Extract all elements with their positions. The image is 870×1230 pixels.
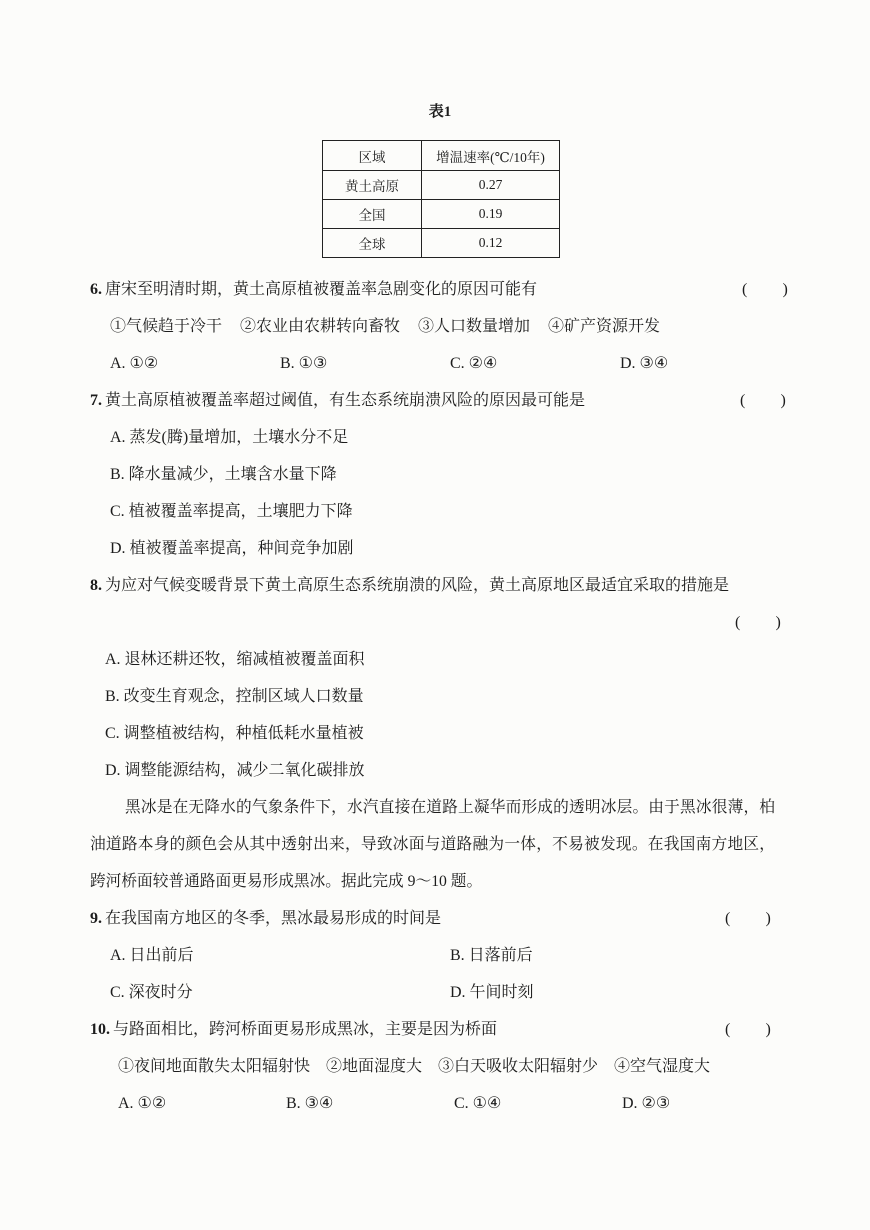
passage-line: 油道路本身的颜色会从其中透射出来，导致冰面与道路融为一体，不易被发现。在我国南方地区， — [90, 836, 775, 853]
option-d: D. 调整能源结构，减少二氧化碳排放 — [105, 762, 365, 779]
option-b: B. 降水量减少，土壤含水量下降 — [110, 466, 337, 483]
warming-rate-table — [322, 140, 560, 258]
option-b: B. 改变生育观念，控制区域人口数量 — [105, 688, 364, 705]
option-a: A. 日出前后 — [110, 947, 194, 964]
table-row — [323, 229, 560, 258]
question-6-options — [90, 345, 790, 382]
statement: ①气候趋于冷干 — [110, 318, 223, 335]
option-a: A. ①② — [110, 355, 159, 372]
question-10-stem — [90, 1011, 790, 1048]
table-cell: 黄土高原 — [323, 171, 422, 200]
option-d: D. ③④ — [620, 355, 669, 372]
statement: ④矿产资源开发 — [548, 318, 661, 335]
table-cell: 0.12 — [422, 229, 560, 258]
question-text: 与路面相比，跨河桥面更易形成黑冰，主要是因为桥面 — [113, 1021, 498, 1038]
option-b: B. ③④ — [286, 1095, 334, 1112]
question-8-stem — [90, 567, 790, 604]
question-6-statements — [90, 308, 790, 345]
statement: ③白天吸收太阳辐射少 — [438, 1058, 599, 1075]
statement: ③人口数量增加 — [418, 318, 531, 335]
question-number: 7. — [90, 392, 102, 409]
answer-bracket: ( ) — [725, 1021, 773, 1038]
passage-line: 黑冰是在无降水的气象条件下，水汽直接在道路上凝华而形成的透明冰层。由于黑冰很薄，柏 — [125, 799, 775, 816]
passage-line: 跨河桥面较普通路面更易形成黑冰。据此完成 9～10 题。 — [90, 873, 483, 890]
question-flow — [90, 271, 790, 1122]
option-c: C. 植被覆盖率提高，土壤肥力下降 — [110, 503, 353, 520]
table-cell: 全国 — [323, 200, 422, 229]
statement: ④空气湿度大 — [614, 1058, 711, 1075]
answer-bracket: ( ) — [735, 614, 783, 631]
question-9-stem — [90, 900, 790, 937]
question-6-stem — [90, 271, 790, 308]
table-header-cell: 区域 — [323, 141, 422, 171]
option-c: C. 调整植被结构，种植低耗水量植被 — [105, 725, 364, 742]
table-row — [323, 171, 560, 200]
option-b: B. 日落前后 — [450, 947, 533, 964]
question-number: 10. — [90, 1021, 110, 1038]
option-c: C. ②④ — [450, 355, 498, 372]
question-10-options — [90, 1085, 790, 1122]
option-b: B. ①③ — [280, 355, 328, 372]
question-9-options-row — [90, 937, 790, 974]
question-number: 6. — [90, 281, 102, 298]
option-a: A. 蒸发(腾)量增加，土壤水分不足 — [110, 429, 349, 446]
question-7-stem — [90, 382, 790, 419]
question-text: 黄土高原植被覆盖率超过阈值，有生态系统崩溃风险的原因最可能是 — [105, 392, 586, 409]
option-c: C. 深夜时分 — [110, 984, 193, 1001]
table-header-cell: 增温速率(℃/10年) — [422, 141, 560, 171]
question-10-statements — [90, 1048, 790, 1085]
statement: ①夜间地面散失太阳辐射快 — [118, 1058, 311, 1075]
question-8-bracket-line — [90, 604, 790, 641]
option-c: C. ①④ — [454, 1095, 502, 1112]
question-text: 唐宋至明清时期，黄土高原植被覆盖率急剧变化的原因可能有 — [105, 281, 538, 298]
option-d: D. ②③ — [622, 1095, 671, 1112]
question-number: 9. — [90, 910, 102, 927]
table-header-row — [323, 141, 560, 171]
statement: ②农业由农耕转向畜牧 — [240, 318, 401, 335]
table-cell: 0.27 — [422, 171, 560, 200]
statement: ②地面湿度大 — [326, 1058, 423, 1075]
question-text: 在我国南方地区的冬季，黑冰最易形成的时间是 — [105, 910, 442, 927]
answer-bracket: ( ) — [725, 910, 773, 927]
option-d: D. 午间时刻 — [450, 984, 534, 1001]
question-text: 为应对气候变暖背景下黄土高原生态系统崩溃的风险，黄土高原地区最适宜采取的措施是 — [105, 577, 730, 594]
question-9-options-row — [90, 974, 790, 1011]
option-a: A. 退林还耕还牧，缩减植被覆盖面积 — [105, 651, 365, 668]
table-caption: 表1 — [428, 104, 452, 120]
option-a: A. ①② — [118, 1095, 167, 1112]
question-number: 8. — [90, 577, 102, 594]
table-cell: 全球 — [323, 229, 422, 258]
table-row — [323, 200, 560, 229]
option-d: D. 植被覆盖率提高，种间竞争加剧 — [110, 540, 354, 557]
answer-bracket: ( ) — [740, 392, 788, 409]
answer-bracket: ( ) — [742, 281, 790, 298]
table-cell: 0.19 — [422, 200, 560, 229]
